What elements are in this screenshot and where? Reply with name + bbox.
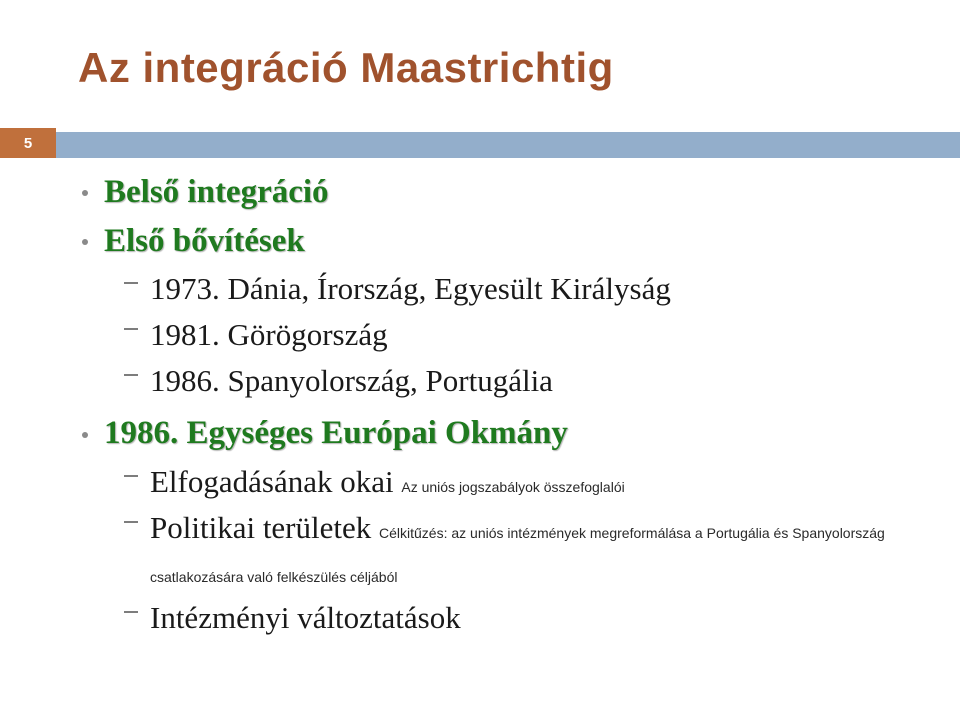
slide-number-badge: 5 <box>0 128 56 158</box>
title-divider <box>56 132 960 158</box>
bullet-dash-icon <box>124 282 138 284</box>
list-item-label: Politikai területek <box>150 509 372 545</box>
list-item-label: 1986. Egységes Európai Okmány <box>104 415 568 452</box>
bullet-dot-icon <box>82 239 88 245</box>
list-item <box>62 219 942 264</box>
list-item-label: Elfogadásának okai <box>150 463 394 499</box>
slide-body <box>62 170 942 642</box>
list-item <box>62 596 942 640</box>
list-item-note: Célkitűzés: az uniós intézmények megreformálása a Portugália és Spanyolország csatlakozására való felkészülés céljából <box>150 524 885 585</box>
list-item-label: 1981. Görögország <box>150 317 388 353</box>
list-item <box>62 411 942 456</box>
list-item <box>62 460 942 504</box>
bullet-dot-icon <box>82 432 88 438</box>
list-item-label: Intézményi változtatások <box>150 599 461 635</box>
list-item <box>62 267 942 311</box>
bullet-dash-icon <box>124 521 138 523</box>
list-item <box>62 359 942 403</box>
list-item-note: Az uniós jogszabályok összefoglalói <box>401 478 625 495</box>
bullet-dash-icon <box>124 328 138 330</box>
list-item <box>62 506 942 594</box>
page-title: Az integráció Maastrichtig <box>78 44 614 91</box>
bullet-dash-icon <box>124 611 138 613</box>
list-item-label: 1986. Spanyolország, Portugália <box>150 363 553 399</box>
list-item <box>62 170 942 215</box>
bullet-dot-icon <box>82 190 88 196</box>
list-item <box>62 313 942 357</box>
list-item-label: Belső integráció <box>104 174 329 210</box>
bullet-dash-icon <box>124 475 138 477</box>
list-item-label: Első bővítések <box>104 222 305 259</box>
bullet-dash-icon <box>124 374 138 376</box>
list-item-label: 1973. Dánia, Írország, Egyesült Királyság <box>150 271 671 307</box>
